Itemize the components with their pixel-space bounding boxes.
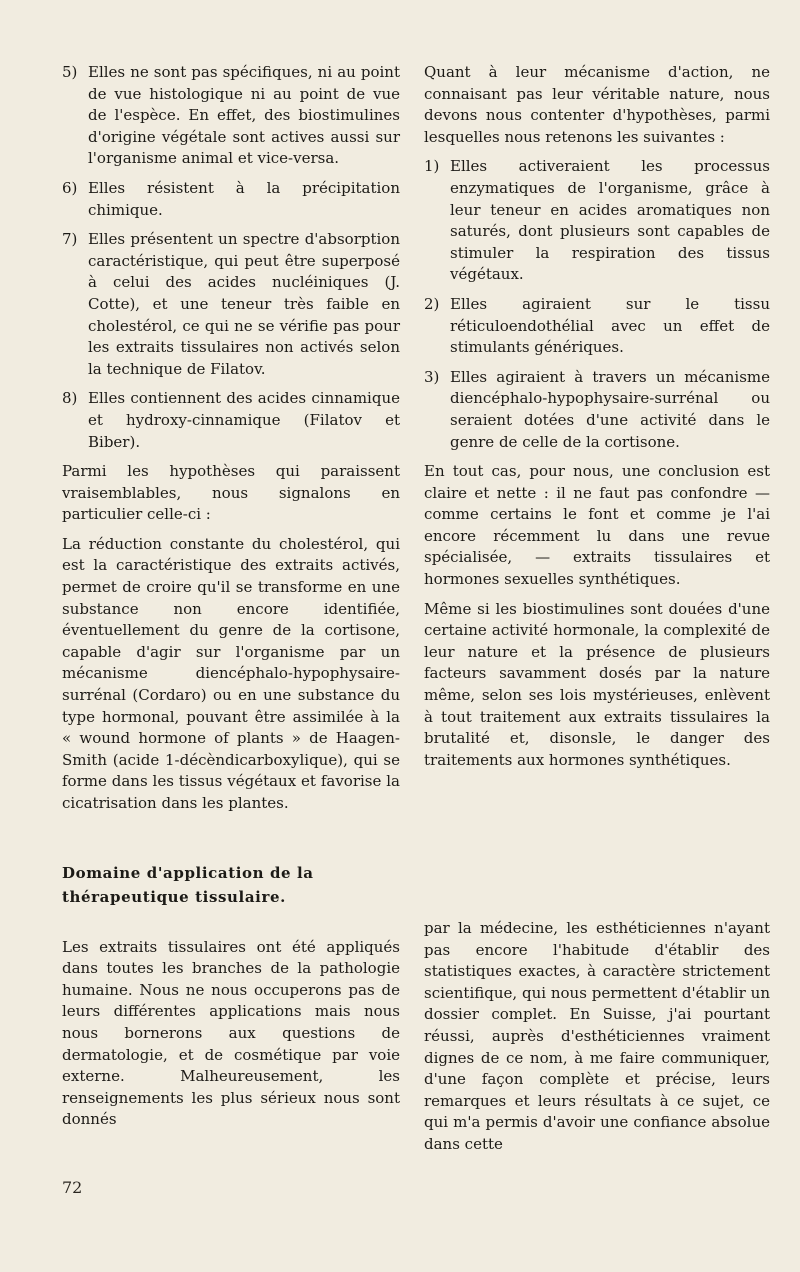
left-column [62, 62, 400, 1139]
list-item [62, 388, 400, 453]
item-number: 3) [424, 367, 440, 386]
paragraph: La réduction constante du cholestérol, qui est la caractéristique des extraits activés, permet de croire qu'il se transforme en une substance non encore identifiée, éventuellement du genre de la cortisone, capable d'agir sur l'organisme par un mécanisme diencéphalo-hypophysaire-surrénal (Cordaro) ou en une substance du type hormonal, pouvant être assimilée à la « wound hormone of plants » de Haagen-Smith (acide 1-décèndicarboxylique), qui se forme dans les tissus végétaux et favorise la cicatrisation dans les plantes. [62, 534, 400, 812]
list-item [62, 178, 400, 221]
list-item [424, 367, 770, 453]
list-item [62, 229, 400, 380]
paragraph: Les extraits tissulaires ont été appliqués dans toutes les branches de la pathologie humaine. Nous ne nous occuperons pas de leurs différentes applications mais nous nous bornerons aux questions de dermatologie, et de cosmétique par voie externe. Malheureusement, les renseignements les plus sérieux nous sont donnés [62, 937, 400, 1129]
item-text: Elles agiraient sur le tissu réticuloendothélial avec un effet de stimulants génériques. [450, 294, 770, 357]
paragraph: Quant à leur mécanisme d'action, ne connaisant pas leur véritable nature, nous devons nous contenter d'hypothèses, parmi lesquelles nous retenons les suivantes : [424, 63, 770, 146]
list-item [424, 156, 770, 286]
item-number: 7) [62, 230, 78, 249]
right-column-lower [424, 918, 770, 1164]
item-number: 8) [62, 389, 78, 408]
list-item [424, 294, 770, 359]
paragraph: Parmi les hypothèses qui paraissent vraisemblables, nous signalons en particulier celle-ci : [62, 462, 400, 524]
paragraph: Même si les biostimulines sont douées d'une certaine activité hormonale, la complexité de leur nature et la présence de plusieurs facteurs savamment dosés par la nature même, selon ses lois mystérieuses, enlèvent à tout traitement aux extraits tissulaires la brutalité et, disonsle, le danger des traitements aux hormones synthétiques. [424, 599, 770, 769]
page-number: 72 [62, 1178, 83, 1197]
item-text: Elles résistent à la précipitation chimique. [88, 178, 400, 219]
item-text: Elles agiraient à travers un mécanisme diencéphalo-hypophysaire-surrénal ou seraient dotées d'une activité dans le genre de celle de la cortisone. [450, 367, 770, 451]
item-number: 5) [62, 63, 78, 81]
right-column-upper [424, 62, 770, 779]
paragraph: par la médecine, les esthéticiennes n'ayant pas encore l'habitude d'établir des statistiques exactes, à caractère strictement scientifique, qui nous permettent d'établir un dossier complet. En Suisse, j'ai pourtant réussi, auprès d'esthéticiennes vraiment dignes de ce nom, à me faire communiquer, d'une façon complète et précise, leurs remarques et leurs résultats à ce sujet, ce qui m'a permis d'avoir une confiance absolue dans cette [424, 919, 770, 1153]
item-number: 6) [62, 178, 78, 197]
item-text: Elles activeraient les processus enzymatiques de l'organisme, grâce à leur teneur en acides aromatiques non saturés, dont plusieurs sont capables de stimuler la respiration des tissus végétaux. [450, 157, 770, 284]
paragraph: En tout cas, pour nous, une conclusion est claire et nette : il ne faut pas confondre — comme certains le font et comme je l'ai encore récemment lu dans une revue spécialisée, — extraits tissulaires et hormones sexuelles synthétiques. [424, 462, 770, 589]
section-heading: Domaine d'application de la thérapeutique tissulaire. [62, 863, 314, 906]
item-text: Elles présentent un spectre d'absorption caractéristique, qui peut être superposé à celui des acides nucléiniques (J. Cotte), et une teneur très faible en cholestérol, ce qui ne se vérifie pas pour les extraits tissulaires non activés selon la technique de Filatov. [88, 230, 400, 378]
list-item [62, 62, 400, 170]
item-number: 1) [424, 157, 440, 176]
item-number: 2) [424, 294, 440, 313]
item-text: Elles ne sont pas spécifiques, ni au point de vue histologique ni au point de vue de l'espèce. En effet, des biostimulines d'origine végétale sont actives aussi sur l'organisme animal et vice-versa. [88, 63, 400, 168]
item-text: Elles contiennent des acides cinnamique et hydroxy-cinnamique (Filatov et Biber). [88, 389, 400, 451]
